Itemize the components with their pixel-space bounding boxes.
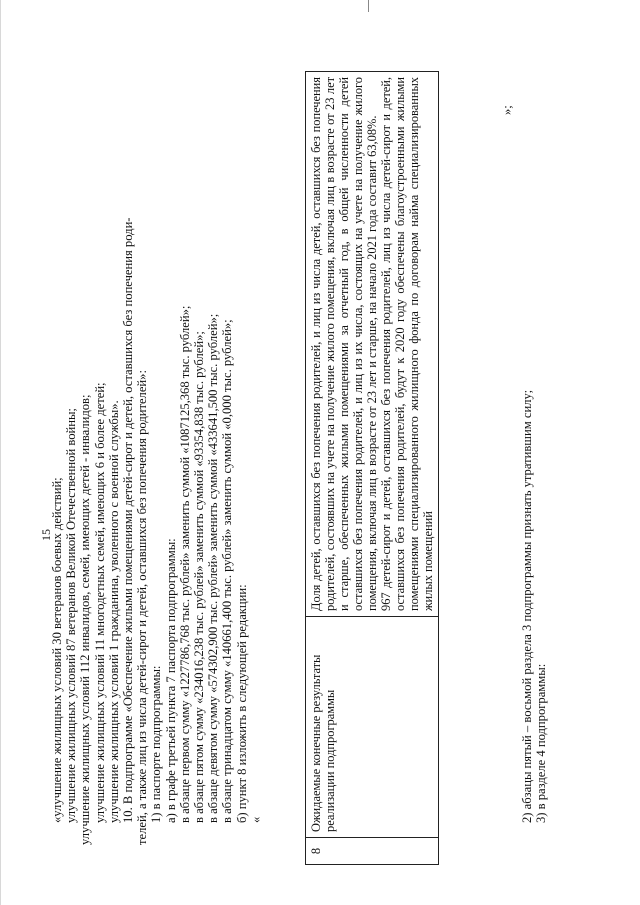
- closing-quote: »;: [500, 105, 514, 115]
- footer-text: [520, 65, 548, 845]
- row-description: Доля детей, оставшихся без попечения родителей, и лиц из числа детей, оставшихся без попечения родителей, состоявших на учете на получение жилого помещения, включая лиц в возрасте от 23 лет и старше, обеспеченных жилыми помещениями за отчетный год, в общей численности детей оставшихся без попечения родителей, и лиц из их числа, состоящих на учете на получение жилого помещения, включая лиц в возрасте от 23 лет и старше, на начало 2021 года составит 63,08%. 967 детей-сирот и детей, оставшихся без попечения родителей, лиц из числа детей-сирот и детей, оставшихся без попечения родителей, будут к 2020 году обеспечены благоустроенными жилыми помещениями специализированного жилищного фонда по договорам найма специализированных жилых помещений: [306, 72, 439, 617]
- text-line: в абзаце пятом сумму «234016,238 тыс. рублей» заменить суммой «93354,838 тыс. рублей»;: [192, 331, 207, 823]
- text-line: 2) абзацы пятый – восьмой раздела 3 подпрограммы признать утратившим силу;: [520, 389, 534, 823]
- text-line: улучшение жилищных условий 87 ветеранов Великой Отечественной войны;: [64, 408, 79, 823]
- row-label: Ожидаемые конечные результаты реализации подпрограммы: [306, 617, 439, 838]
- body-text: [50, 65, 263, 845]
- text-line: в абзаце первом сумму «1227786,768 тыс. рублей» заменить суммой «1087125,368 тыс. рублей»;: [177, 305, 192, 823]
- row-number: 8: [306, 838, 439, 865]
- text-line: телей, а также лиц из числа детей-сирот и детей, оставшихся без попечения родителей»:: [135, 370, 150, 845]
- text-line: улучшение жилищных условий 1 гражданина, уволенного с военной службы».: [106, 400, 121, 823]
- table-row: [306, 72, 439, 865]
- page-number: 15: [39, 529, 53, 541]
- text-line: улучшение жилищных условий 112 инвалидов, семей, имеющих детей - инвалидов;: [78, 394, 93, 845]
- passport-table: [305, 71, 439, 865]
- text-line: в абзаце тринадцатом сумму «140661,400 тыс. рублей» заменить суммой «0,000 тыс. рублей»;: [220, 319, 235, 823]
- text-line: в абзаце девятом сумму «574302,900 тыс. рублей» заменить суммой «433641,500 тыс. рублей»;: [206, 313, 221, 823]
- text-line: 10. В подпрограмме «Обеспечение жилыми помещениями детей-сирот и детей, оставшихся без попечения роди-: [121, 217, 136, 823]
- text-line: а) в графе третьей пункта 7 паспорта подпрограммы:: [163, 538, 178, 823]
- text-line: улучшение жилищных условий 11 многодетных семей, имеющих 6 и более детей;: [92, 382, 107, 823]
- opening-quote: «: [248, 816, 263, 823]
- text-line: б) пункт 8 изложить в следующей редакции:: [234, 584, 249, 823]
- text-line: 1) в паспорте подпрограммы:: [149, 665, 164, 823]
- text-line: «улучшение жилищных условий 30 ветеранов боевых действий;: [50, 477, 64, 823]
- text-line: 3) в разделе 4 подпрограммы:: [534, 663, 549, 823]
